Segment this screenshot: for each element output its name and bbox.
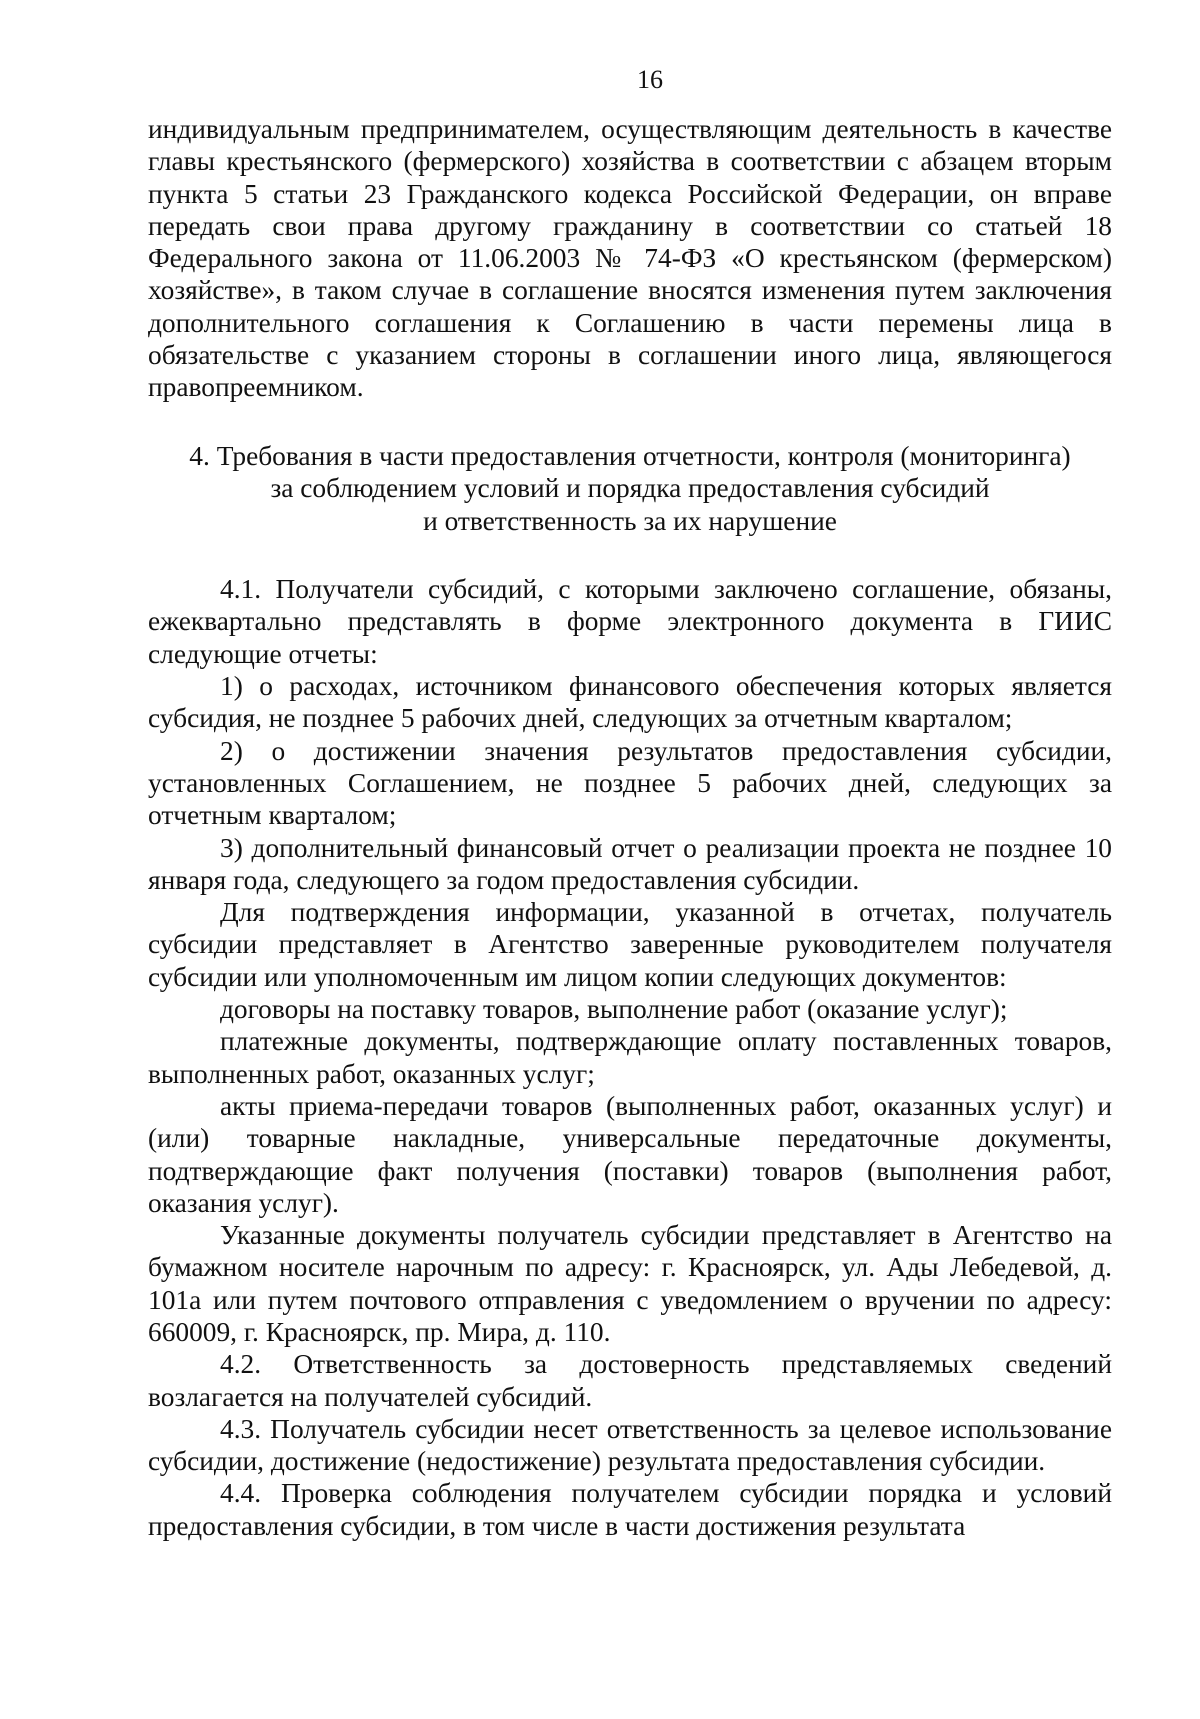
paragraph-intro: индивидуальным предпринимателем, осуществляющим деятельность в качестве главы крестьянского (фермерского) хозяйства в соответствии с абзацем вторым пункта 5 статьи 23 Гражданского кодекса Российской Федерации, он вправе передать свои права другому гражданину в соответствии со статьей 18 Федерального закона от 11.06.2003 № 74-ФЗ «О крестьянском (фермерском) хозяйстве», в таком случае в соглашение вносятся изменения путем заключения дополнительного соглашения к Соглашению в части перемены лица в обязательстве с указанием стороны в соглашении иного лица, являющегося правопреемником. <box>148 114 1112 403</box>
paragraph-4-3: 4.3. Получатель субсидии несет ответственность за целевое использование субсидии, достижение (недостижение) результата предоставления субсидии. <box>148 1413 1112 1477</box>
paragraph-confirmation: Для подтверждения информации, указанной в отчетах, получатель субсидии представляет в Агентство заверенные руководителем получателя субсидии или уполномоченным им лицом копии следующих документов: <box>148 897 1112 992</box>
list-item-3: 3) дополнительный финансовый отчет о реализации проекта не позднее 10 января года, следующего за годом предоставления субсидии. <box>148 832 1112 895</box>
list-item-1: 1) о расходах, источником финансового обеспечения которых является субсидия, не позднее 5 рабочих дней, следующих за отчетным кварталом; <box>148 671 1112 734</box>
paragraph-4-4: 4.4. Проверка соблюдения получателем субсидии порядка и условий предоставления субсидии, в том числе в части достижения результата <box>148 1478 1112 1541</box>
paragraph-4-2: 4.2. Ответственность за достоверность представляемых сведений возлагается на получателей субсидий. <box>148 1349 1112 1412</box>
section-heading <box>148 440 1112 538</box>
section-heading-line-1: 4. Требования в части предоставления отчетности, контроля (мониторинга) <box>189 440 1071 471</box>
document-item-payments: платежные документы, подтверждающие оплату поставленных товаров, выполненных работ, оказанных услуг; <box>148 1026 1112 1089</box>
section-heading-line-3: и ответственность за их нарушение <box>423 505 837 536</box>
section-heading-line-2: за соблюдением условий и порядка предоставления субсидий <box>270 473 990 504</box>
page-number: 16 <box>637 65 663 94</box>
list-item-2: 2) о достижении значения результатов предоставления субсидии, установленных Соглашением, не позднее 5 рабочих дней, следующих за отчетным кварталом; <box>148 735 1112 831</box>
paragraph-delivery-address: Указанные документы получатель субсидии представляет в Агентство на бумажном носителе нарочным по адресу: г. Красноярск, ул. Ады Лебедевой, д. 101а или путем почтового отправления с уведомлением о вручении по адресу: 660009, г. Красноярск, пр. Мира, д. 110. <box>148 1220 1112 1347</box>
document-item-acts: акты приема-передачи товаров (выполненных работ, оказанных услуг) и (или) товарные накладные, универсальные передаточные документы, подтверждающие факт получения (поставки) товаров (выполнения работ, оказания услуг). <box>148 1090 1112 1218</box>
paragraph-4-1: 4.1. Получатели субсидий, с которыми заключено соглашение, обязаны, ежеквартально представлять в форме электронного документа в ГИИС следующие отчеты: <box>148 574 1112 669</box>
document-item-contracts: договоры на поставку товаров, выполнение работ (оказание услуг); <box>220 994 1008 1025</box>
